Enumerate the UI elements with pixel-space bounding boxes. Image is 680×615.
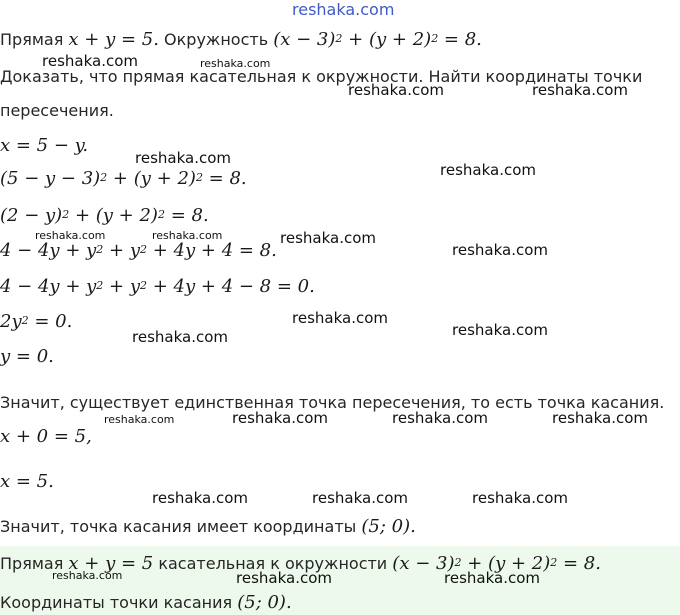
conclusion-unique-point: Значит, существует единственная точка пересечения, то есть точка касания. xyxy=(0,393,665,412)
watermark: reshaka.com xyxy=(200,57,271,70)
watermark: reshaka.com xyxy=(292,309,388,327)
step-3: $(2 - y)^2 + (y + 2)^2 = 8$. xyxy=(0,205,209,226)
watermark: reshaka.com xyxy=(35,229,106,242)
watermark: reshaka.com xyxy=(42,52,138,70)
step-5: $4 - 4y + y^2 + y^2 + 4y + 4 - 8 = 0$. xyxy=(0,276,315,297)
step-10: x = 5. xyxy=(0,471,54,492)
watermark: reshaka.com xyxy=(392,409,488,427)
circle-equation: $(x - 3)^2 + (y + 2)^2 = 8$. xyxy=(273,29,482,50)
watermark: reshaka.com xyxy=(440,161,536,179)
answer-line-2: Координаты точки касания (5; 0). xyxy=(0,592,292,613)
step-1: x = 5 − y. xyxy=(0,135,89,156)
task-line-2: пересечения. xyxy=(0,101,114,120)
label-line: Прямая xyxy=(0,30,64,49)
line-equation: x + y = 5. xyxy=(68,29,159,50)
task-line-1: Доказать, что прямая касательная к окружности. Найти координаты точки xyxy=(0,67,643,86)
watermark: reshaka.com xyxy=(135,149,231,167)
tangent-point-coords: Значит, точка касания имеет координаты (5; 0). xyxy=(0,516,416,537)
watermark-top: reshaka.com xyxy=(292,0,395,19)
watermark: reshaka.com xyxy=(152,229,223,242)
watermark: reshaka.com xyxy=(444,569,540,587)
watermark: reshaka.com xyxy=(532,81,628,99)
watermark: reshaka.com xyxy=(552,409,648,427)
watermark: reshaka.com xyxy=(132,328,228,346)
step-9: x + 0 = 5, xyxy=(0,426,92,447)
watermark: reshaka.com xyxy=(312,489,408,507)
watermark: reshaka.com xyxy=(152,489,248,507)
watermark: reshaka.com xyxy=(104,413,175,426)
watermark: reshaka.com xyxy=(348,81,444,99)
watermark: reshaka.com xyxy=(236,569,332,587)
label-circle: Окружность xyxy=(164,30,269,49)
watermark: reshaka.com xyxy=(452,321,548,339)
watermark: reshaka.com xyxy=(472,489,568,507)
watermark: reshaka.com xyxy=(280,229,376,247)
watermark: reshaka.com xyxy=(452,241,548,259)
step-7: y = 0. xyxy=(0,346,54,367)
answer-line-1: Прямая x + y = 5 касательная к окружности $(x - 3)^2 + (y + 2)^2 = 8$. xyxy=(0,553,601,574)
problem-statement xyxy=(0,29,482,53)
watermark: reshaka.com xyxy=(232,409,328,427)
step-4: $4 - 4y + y^2 + y^2 + 4y + 4 = 8$. xyxy=(0,240,277,261)
step-6: $2y^2 = 0$. xyxy=(0,311,73,332)
watermark: reshaka.com xyxy=(52,569,123,582)
step-2: $(5 - y - 3)^2 + (y + 2)^2 = 8$. xyxy=(0,168,247,189)
